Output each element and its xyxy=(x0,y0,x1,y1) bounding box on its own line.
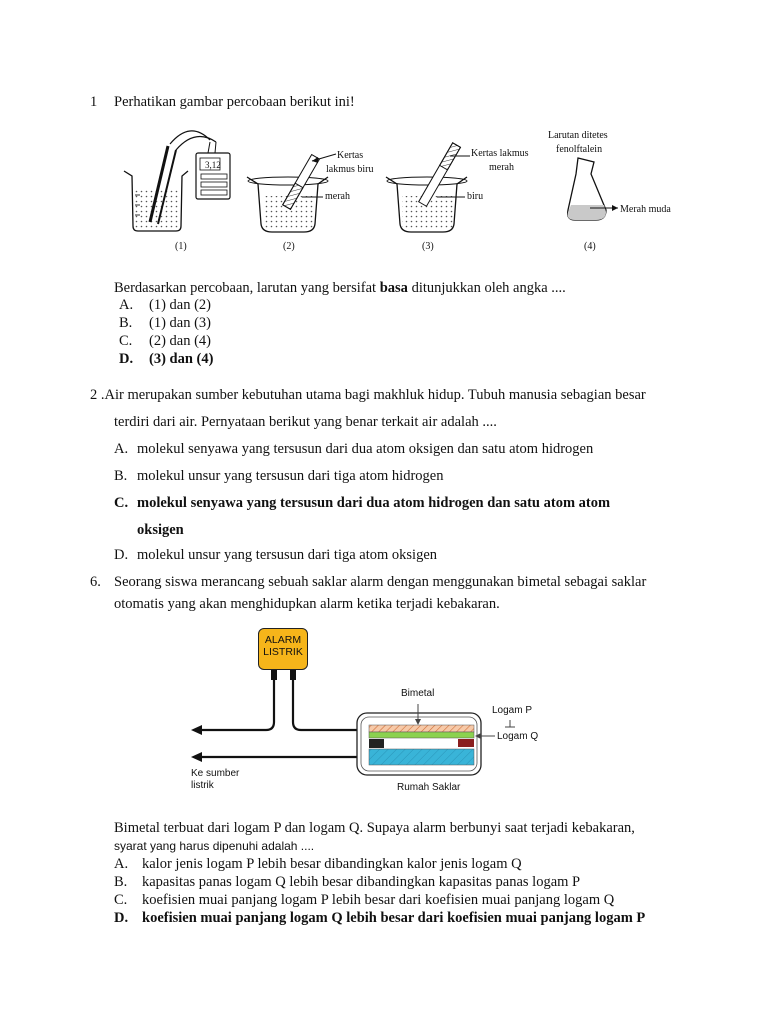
q1-option-a-text[interactable]: (1) dan (2) xyxy=(149,297,212,313)
caption-2: (2) xyxy=(283,241,295,252)
q6-option-c-text[interactable]: koefisien muai panjang logam P lebih besar dari koefisien muai panjang logam Q xyxy=(142,892,615,908)
q6-option-d-text[interactable]: koefisien muai panjang logam Q lebih besar dari koefisien muai panjang logam P xyxy=(142,910,646,926)
q1-option-b[interactable]: B. xyxy=(119,315,133,331)
label-3-paper-b: merah xyxy=(489,162,514,173)
q6-option-c[interactable]: C. xyxy=(114,892,128,908)
metal-q-strip xyxy=(369,732,474,738)
ph-reading: 3,12 xyxy=(205,160,221,170)
caption-1: (1) xyxy=(175,241,187,252)
q6-number: 6. xyxy=(90,574,101,590)
logam-q-label: Logam Q xyxy=(497,731,539,742)
q1-option-c-text[interactable]: (2) dan (4) xyxy=(149,333,212,349)
q2-option-b-text[interactable]: molekul unsur yang tersusun dari tiga atom hidrogen xyxy=(137,468,444,484)
q2-option-c[interactable]: C. xyxy=(114,495,129,511)
alarm-box xyxy=(258,628,308,670)
q6-option-b-text[interactable]: kapasitas panas logam Q lebih besar dibandingkan kapasitas panas logam P xyxy=(142,874,581,890)
logam-p-label: Logam P xyxy=(492,705,533,716)
q1-option-a[interactable]: A. xyxy=(119,297,134,313)
label-3-paper-a: Kertas lakmus xyxy=(471,148,529,159)
caption-4: (4) xyxy=(584,241,596,252)
label-3-color: biru xyxy=(467,191,484,202)
source-label-2: listrik xyxy=(191,780,214,791)
q2-option-d[interactable]: D. xyxy=(114,547,129,563)
alarm-label-1: ALARM xyxy=(264,634,302,646)
label-4-color: Merah muda xyxy=(620,204,671,215)
q2-option-b[interactable]: B. xyxy=(114,468,128,484)
q1-option-b-text[interactable]: (1) dan (3) xyxy=(149,315,212,331)
arrow-left-top xyxy=(191,725,202,735)
q6-option-d[interactable]: D. xyxy=(114,910,129,926)
metal-p-strip xyxy=(369,725,474,732)
q6-para1: Bimetal terbuat dari logam P dan logam Q. Supaya alarm berbunyi saat terjadi kebakaran, xyxy=(114,820,635,836)
q2-option-a[interactable]: A. xyxy=(114,441,129,457)
alarm-plug-left xyxy=(271,670,277,680)
base-plate xyxy=(369,749,474,765)
q2-option-c-text[interactable]: molekul senyawa yang tersusun dari dua atom hidrogen dan satu atom atom xyxy=(137,495,611,511)
label-2-paper-b: lakmus biru xyxy=(326,164,374,175)
q2-line1: 2 .Air merupakan sumber kebutuhan utama bagi makhluk hidup. Tubuh manusia sebagian besar xyxy=(90,387,646,403)
alarm-plug-right xyxy=(290,670,296,680)
alarm-label-2: LISTRIK xyxy=(263,646,303,658)
bimetal-label: Bimetal xyxy=(401,688,435,699)
q1-option-d[interactable]: D. xyxy=(119,351,134,367)
q1-option-d-text[interactable]: (3) dan (4) xyxy=(149,351,214,367)
label-2-color: merah xyxy=(325,191,350,202)
q6-line2: otomatis yang akan menghidupkan alarm ketika terjadi kebakaran. xyxy=(114,596,500,612)
housing-label: Rumah Saklar xyxy=(397,782,461,793)
contact-right xyxy=(458,739,474,747)
q6-option-a-text[interactable]: kalor jenis logam P lebih besar dibandingkan kalor jenis logam Q xyxy=(142,856,522,872)
q6-option-b[interactable]: B. xyxy=(114,874,128,890)
q2-option-d-text[interactable]: molekul unsur yang tersusun dari tiga atom oksigen xyxy=(137,547,438,563)
source-label-1: Ke sumber xyxy=(191,768,240,779)
caption-3: (3) xyxy=(422,241,434,252)
q2-line2: terdiri dari air. Pernyataan berikut yang benar terkait air adalah .... xyxy=(114,414,497,430)
contact-left xyxy=(369,739,384,748)
q2-option-c-text-cont[interactable]: oksigen xyxy=(137,522,184,538)
q1-option-c[interactable]: C. xyxy=(119,333,133,349)
q6-para2: syarat yang harus dipenuhi adalah .... xyxy=(114,839,315,853)
label-2-paper-a: Kertas xyxy=(337,150,364,161)
q2-option-a-text[interactable]: molekul senyawa yang tersusun dari dua atom oksigen dan satu atom hidrogen xyxy=(137,441,594,457)
q6-line1: Seorang siswa merancang sebuah saklar alarm dengan menggunakan bimetal sebagai saklar xyxy=(114,574,647,590)
q1-question: Berdasarkan percobaan, larutan yang bersifat basa ditunjukkan oleh angka .... xyxy=(114,280,566,296)
label-4-title-b: fenolftalein xyxy=(556,144,603,155)
q1-number: 1 xyxy=(90,94,98,110)
label-4-title-a: Larutan ditetes xyxy=(548,130,608,141)
q6-option-a[interactable]: A. xyxy=(114,856,129,872)
arrow-left-bottom xyxy=(191,752,202,762)
q1-prompt: Perhatikan gambar percobaan berikut ini! xyxy=(114,94,355,110)
